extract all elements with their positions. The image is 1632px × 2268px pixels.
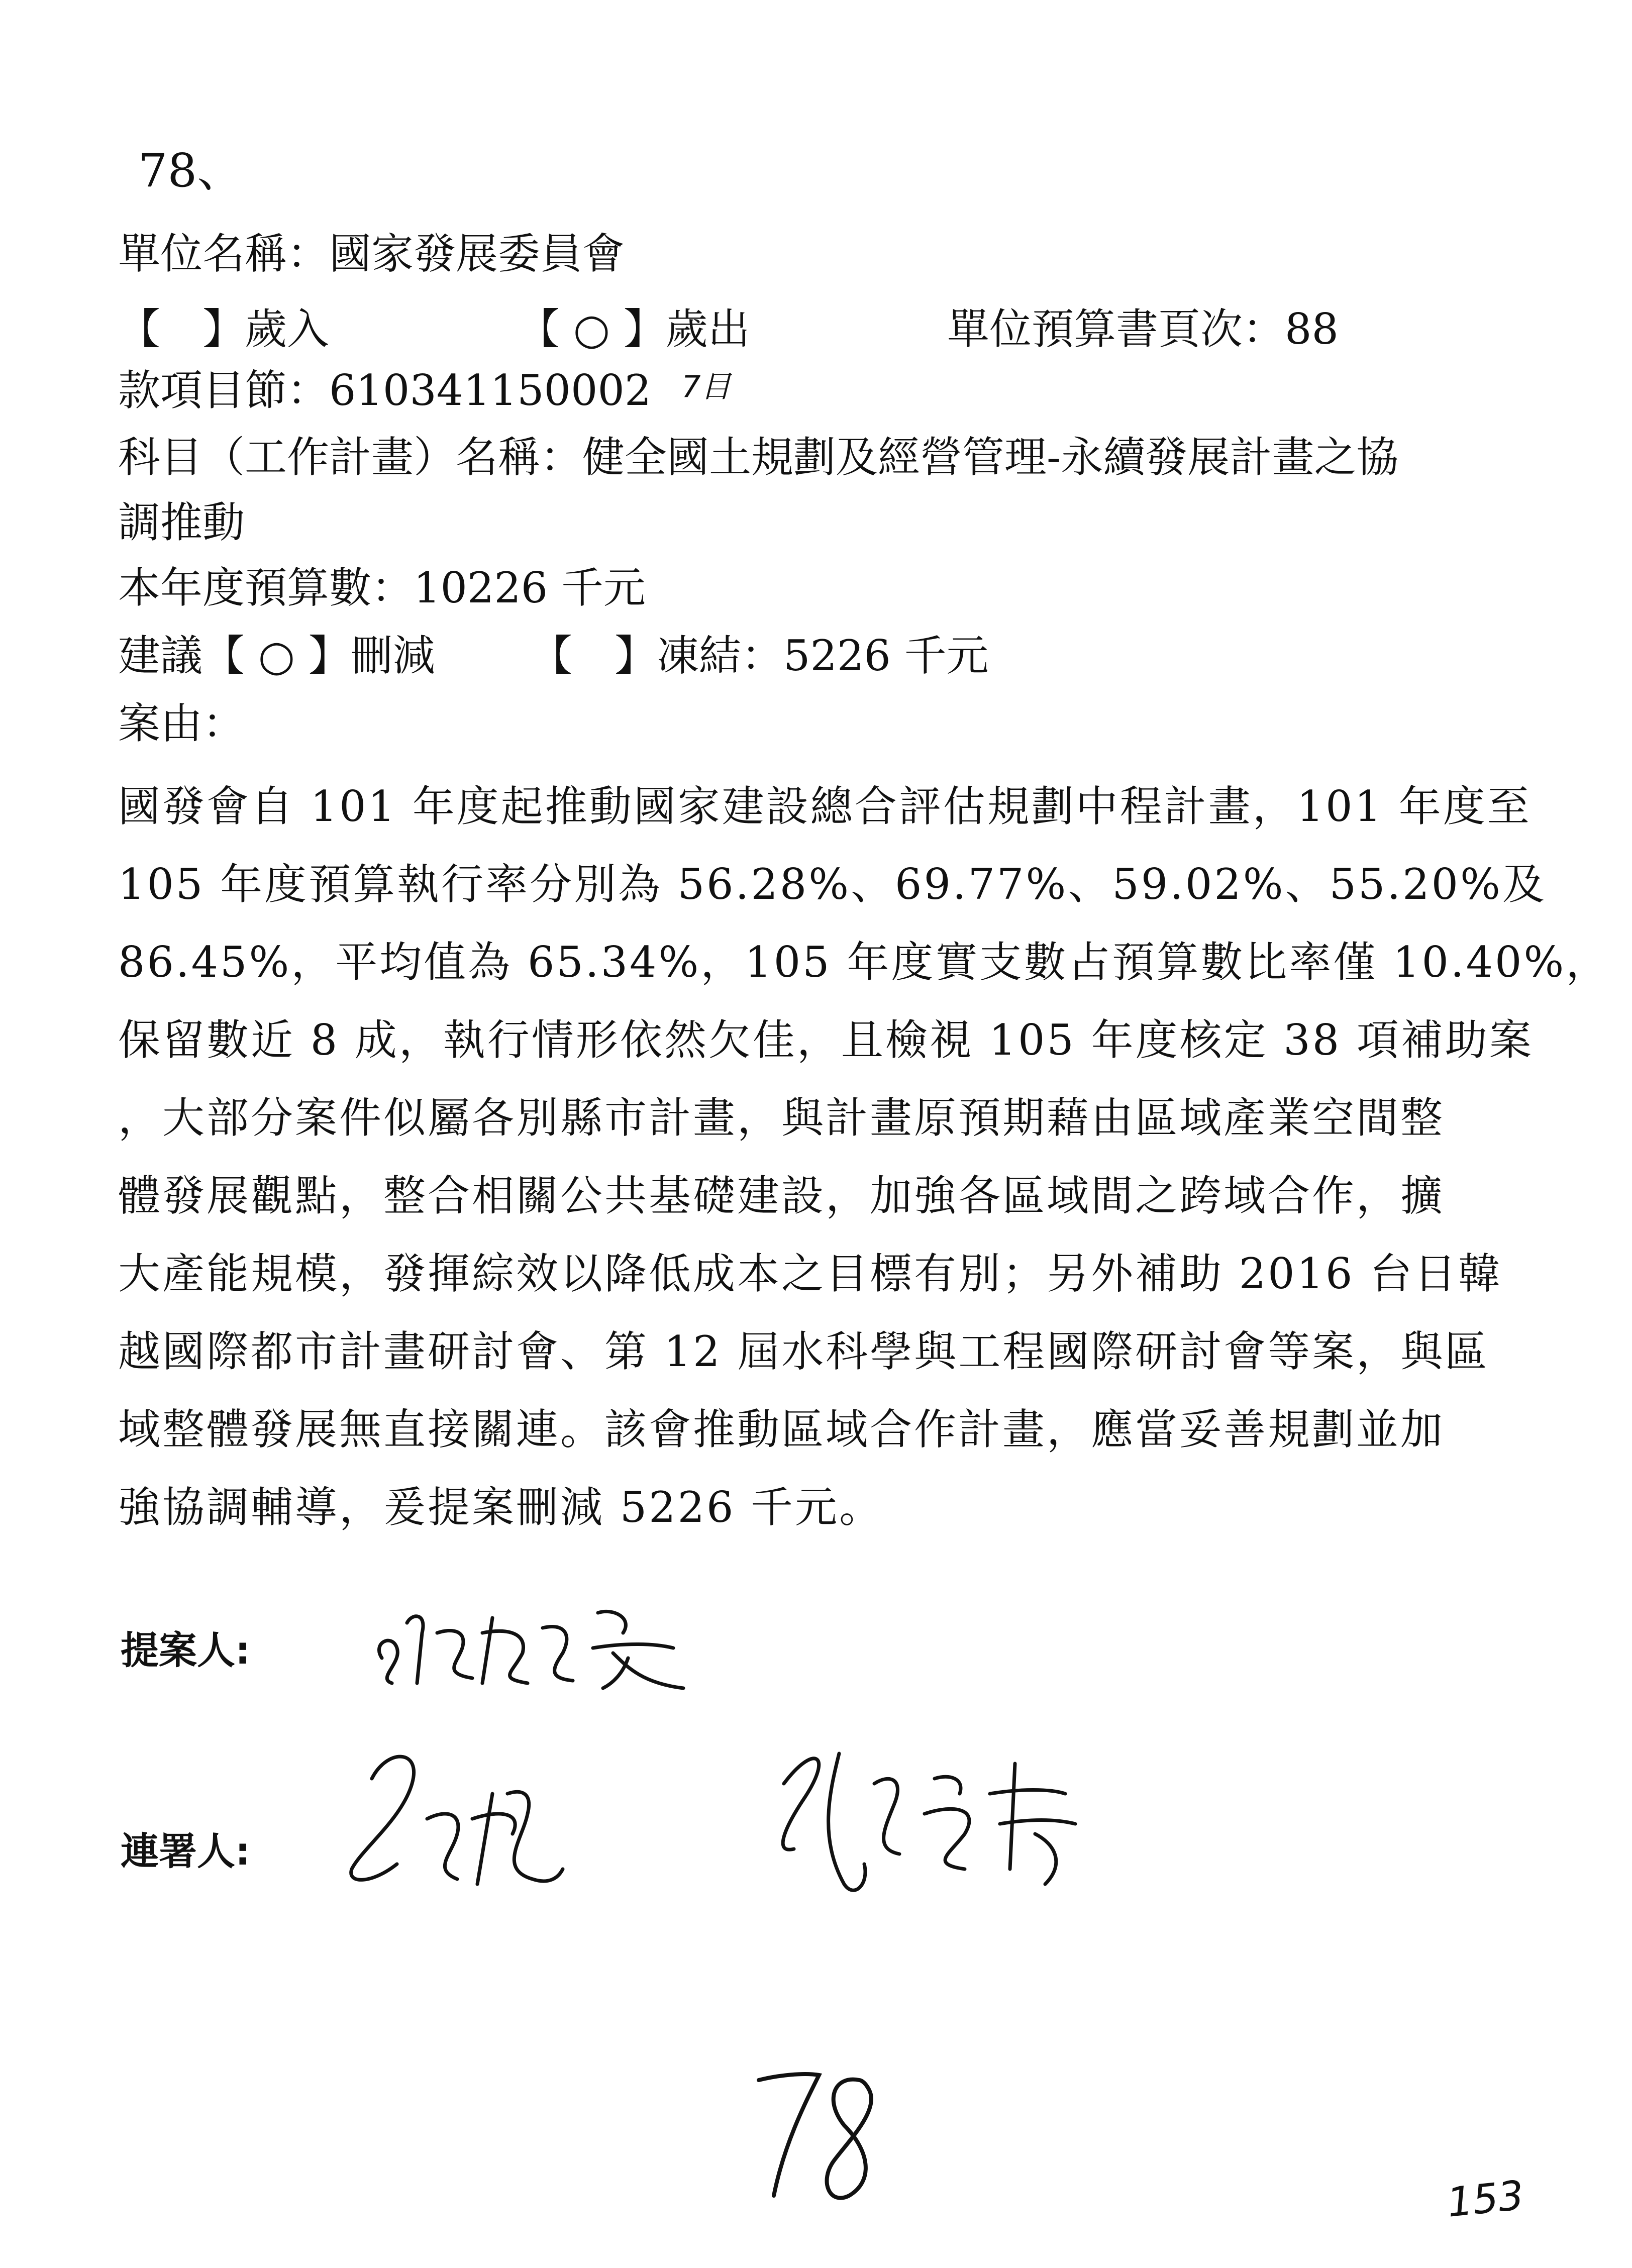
cosigner-signature-2: [754, 1723, 1156, 1909]
reason-line: 強協調輔導，爰提案刪減 5226 千元。: [118, 1483, 884, 1532]
reason-line: 105 年度預算執行率分別為 56.28%、69.77%、59.02%、55.20%及: [118, 860, 1547, 909]
cosigner-label: 連署人:: [121, 1829, 251, 1874]
suggest-cut-checkbox: 建議【 ○ 】刪減: [118, 631, 435, 680]
reason-line: 保留數近 8 成，執行情形依然欠佳，且檢視 105 年度核定 38 項補助案: [118, 1015, 1534, 1065]
proposer-label: 提案人:: [121, 1628, 251, 1673]
reason-line: 域整體發展無直接關連。該會推動區域合作計畫，應當妥善規劃並加: [118, 1405, 1445, 1454]
suggest-freeze-checkbox: 【 】凍結：5226 千元: [530, 631, 989, 680]
handwritten-number: [749, 2060, 899, 2211]
budget-amount: 本年度預算數：10226 千元: [118, 563, 646, 612]
proposer-signature: [362, 1583, 724, 1703]
budget-page-number: 單位預算書頁次：88: [947, 304, 1339, 354]
cosigner-signature-1: [342, 1718, 703, 1909]
reason-line: 86.45%，平均值為 65.34%，105 年度實支數占預算數比率僅 10.40%，: [118, 938, 1610, 987]
revenue-checkbox: 【 】歲入: [118, 304, 330, 354]
account-code: 款項目節：610341150002: [118, 366, 652, 415]
reason-line: 越國際都市計畫研討會、第 12 屆水科學與工程國際研討會等案，與區: [118, 1327, 1489, 1376]
expense-checkbox: 【 ○ 】歲出: [518, 304, 750, 354]
page-number: 153: [1445, 2172, 1526, 2226]
subject-name-line2: 調推動: [118, 498, 245, 547]
reason-line: 大產能規模，發揮綜效以降低成本之目標有別；另外補助 2016 台日韓: [118, 1249, 1503, 1298]
subject-name-line1: 科目（工作計畫）名稱：健全國土規劃及經營管理-永續發展計畫之協: [118, 433, 1399, 482]
unit-name: 單位名稱：國家發展委員會: [118, 229, 625, 278]
reason-line: ，大部分案件似屬各別縣市計畫，與計畫原預期藉由區域產業空間整: [118, 1093, 1445, 1143]
account-code-row: [118, 362, 731, 416]
reason-line: 體發展觀點，整合相關公共基礎建設，加強各區域間之跨域合作，擴: [118, 1171, 1445, 1220]
account-handwritten-note: 7目: [681, 369, 731, 404]
reason-label: 案由：: [118, 699, 245, 748]
reason-line: 國發會自 101 年度起推動國家建設總合評估規劃中程計畫，101 年度至: [118, 782, 1532, 831]
item-number: 78、: [138, 144, 244, 197]
